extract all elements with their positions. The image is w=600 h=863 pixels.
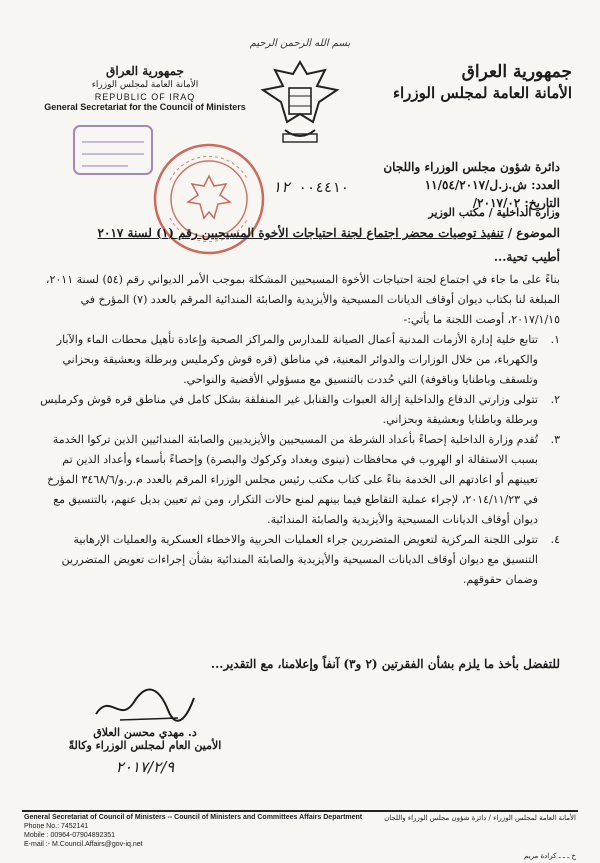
footer-arabic-address: خ ـ ـ ـ كرادة مريم [524,852,576,860]
header-left-ar-secretariat: الأمانة العامة لمجلس الوزراء [91,80,199,90]
header-left-en-country: REPUBLIC OF IRAQ [94,92,196,102]
stamp-handwritten-day: ١٢ [272,178,291,196]
reference-number-label: العدد: [531,178,560,192]
subject-label: الموضوع / [507,226,560,240]
intro-paragraph: بناءً على ما جاء في اجتماع لجنة احتياجات الأخوة المسيحيين المشكلة بموجب الأمر الديواني رقم (٥٤) لسنة ٢٠١١، المبلغة لنا بكتاب ديوان أوقاف الديانات المسيحية والأيزيدية والصابئة المندائية المرقم بالعدد (٧) المؤرخ في ٢٠١٧/١/١٥، أوصت اللجنة ما يأتي:- [45,273,560,326]
header-secretariat: الأمانة العامة لمجلس الوزراء [392,84,572,102]
list-item-text: تتابع خلية إدارة الأزمات المدنية أعمال الصيانة للمدارس والمراكز الصحية وإعادة تأهيل محطات الماء والآبار والكهرباء، من خلال الوزارات والدوائر المعنية، في مناطق (قره قوش وكرمليس وبرطلة وبعشيقة وبحزاني وتلسقف وباطنايا وباقوفة) التي حُددت بالتنسيق مع مسؤولي الأقضية والنواحي. [56,333,538,386]
iraq-eagle-emblem-icon [255,52,345,152]
stamp-number-line [272,178,349,196]
letter-body [38,270,560,590]
reference-number-value: ش.ز.ل/١١/٥٤/٢٠١٧ [424,178,527,192]
footer-mobile: Mobile : 00964-07904892351 [24,832,116,839]
footer-en-department: General Secretariat of Council of Ministers -- Council of Ministers and Committees Affairs Department [24,814,363,821]
stamp-number: ٠٠٤٤١٠ [298,180,350,196]
list-item-text: تتولى اللجنة المركزية لتعويض المتضررين جراء العمليات الحربية والاخطاء العسكرية والعمليات الإرهابية التنسيق مع ديوان أوقاف الديانات المسيحية والأيزيدية والصابئة المندائية بشأن إجراءات تعويض المتضررين وضمان حقوقهم. [61,533,538,586]
official-seal-stamp-icon [150,140,268,258]
signed-date: ٢٠١٧/٢/٩ [115,758,175,776]
closing-line: للتفضل بأخذ ما يلزم بشأن الفقرتين (٢ و٣) آنفاً وإعلامنا، مع التقدير... [210,657,560,671]
list-item-number: ٢. [550,393,560,406]
list-item [38,530,560,590]
footer-arabic: الأمانة العامة لمجلس الوزراء / دائرة شؤون مجلس الوزراء واللجان [384,814,576,822]
list-item-number: ١. [550,333,560,346]
list-item-number: ٣. [550,433,560,446]
subject-text: تنفيذ توصيات محضر اجتماع لجنة احتياجات الأخوة المسيحيين رقم (١) لسنة ٢٠١٧ [97,226,504,240]
reference-number [340,176,560,194]
subject-line [40,226,560,240]
header-left-ar-country: جمهورية العراق [106,64,184,78]
footer-divider [22,810,578,812]
signature-block [60,680,230,790]
list-item-number: ٤. [550,533,560,546]
header-left-en-secretariat: General Secretariat for the Council of Ministers [44,102,246,112]
list-item [38,430,560,530]
footer-english [24,813,384,849]
department-name: دائرة شؤون مجلس الوزراء واللجان [383,160,560,174]
list-item-text: تتولى وزارتي الدفاع والداخلية إزالة العبوات والقنابل غير المنفلقة بشكل كامل في مناطق قره قوش وكرمليس وبرطلة وباطنايا وبعشيقة وبحزاني. [40,393,538,426]
list-item [38,330,560,390]
header-right [372,62,572,102]
header-left [40,64,250,112]
footer-email: E-mail :- M.Council.Affairs@gov-iq.net [24,841,143,848]
greeting: أطيب تحية... [493,250,560,264]
reference-date-label: التاريخ: [524,196,560,210]
reference-block [340,158,560,212]
footer-phone: Phone No.: 7452141 [24,823,89,830]
signer-name: د. مهدي محسن العلاق [93,726,197,739]
addressee: وزارة الداخلية / مكتب الوزير [428,206,560,219]
basmala: بسم الله الرحمن الرحيم [249,38,351,49]
reference-date-value: ٢٠١٧/٠٢/ [472,196,521,210]
handwritten-signature-icon [90,684,200,728]
receipt-stamp-icon [68,120,158,180]
list-item [38,390,560,430]
list-item-text: تُقدم وزارة الداخلية إحصاءً بأعداد الشرطة من المسيحيين والأيزيديين والصابئة المندائيين الذين تركوا الخدمة بسبب الاستقالة او الهروب في محافظات (نينوى وبغداد وكركوك والبصرة) وإحصاءً بأسماء وأعداد الذين تم تعيينهم أو اعادتهم الى الخدمة بناءً على كتاب مكتب رئيس مجلس الوزراء المرقم بالعدد م.ر.و/٣٤٦٨/٦ المؤرخ في ٢٠١٤/١١/٢٣، لإجراء عملية التقاطع فيما بينهم لمنع حالات التكرار، ومن ثم تعيين بديل عنهم، بالتنسيق مع ديوان أوقاف الديانات المسيحية والأيزيدية والصابئة المندائية. [47,433,538,526]
signer-title: الأمين العام لمجلس الوزراء وكالةً [68,739,222,752]
header-country: جمهورية العراق [461,62,572,82]
